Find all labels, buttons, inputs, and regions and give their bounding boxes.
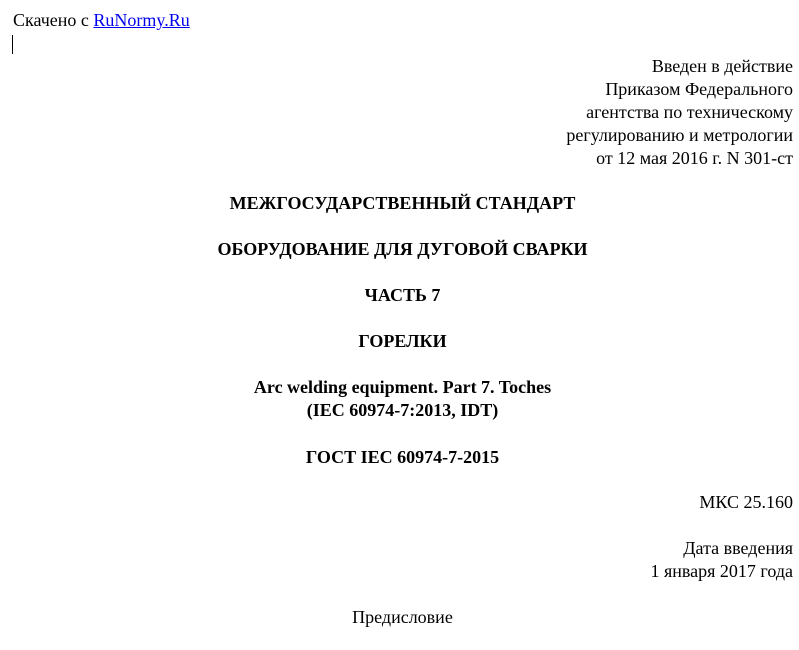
standard-type-heading: МЕЖГОСУДАРСТВЕННЫЙ СТАНДАРТ <box>229 193 576 213</box>
approval-block <box>566 55 793 170</box>
standard-name-heading: ОБОРУДОВАНИЕ ДЛЯ ДУГОВОЙ СВАРКИ <box>217 239 588 259</box>
approval-line: агентства по техническому <box>586 102 793 122</box>
preface-heading: Предисловие <box>352 607 453 627</box>
iec-reference: (IEC 60974-7:2013, IDT) <box>306 400 499 420</box>
subtitle-heading: ГОРЕЛКИ <box>358 331 447 351</box>
approval-line: Введен в действие <box>651 56 793 76</box>
source-prefix: Скачено с <box>13 10 94 30</box>
intro-date-value: 1 января 2017 года <box>650 561 793 581</box>
english-title: Arc welding equipment. Part 7. Toches <box>253 377 552 397</box>
text-cursor <box>12 35 13 54</box>
intro-date-label: Дата введения <box>683 538 793 558</box>
source-link[interactable]: RuNormy.Ru <box>93 10 190 30</box>
approval-line: регулированию и метрологии <box>566 125 793 145</box>
mks-code: МКС 25.160 <box>699 492 793 512</box>
source-note <box>13 8 190 32</box>
approval-line: Приказом Федерального <box>605 79 793 99</box>
designation-heading: ГОСТ IEC 60974-7-2015 <box>305 447 500 467</box>
approval-line: от 12 мая 2016 г. N 301-ст <box>596 148 793 168</box>
part-heading: ЧАСТЬ 7 <box>364 285 441 305</box>
